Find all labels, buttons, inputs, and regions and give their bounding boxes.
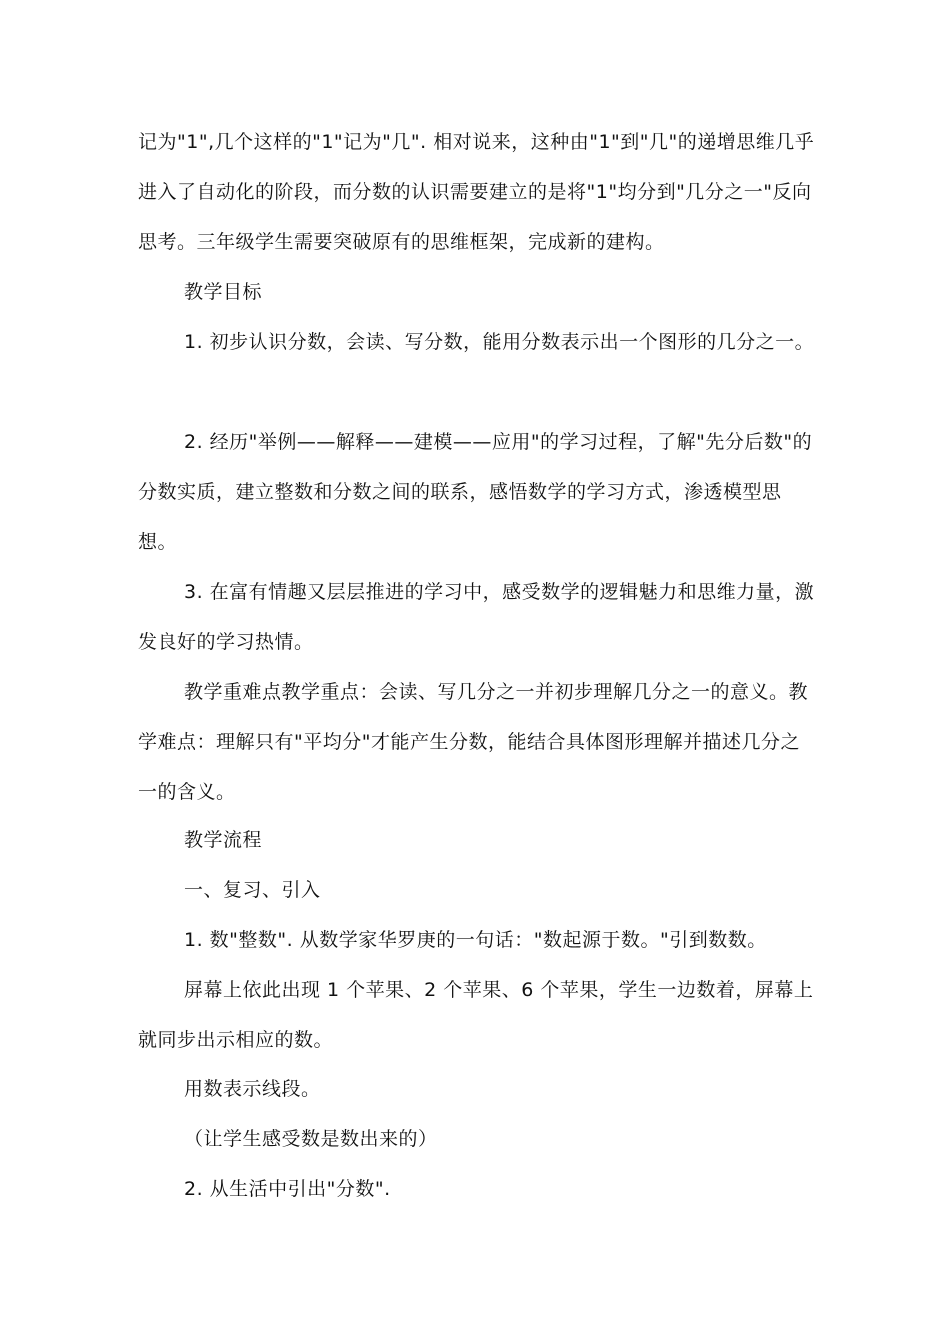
heading-teaching-goals: 教学目标 <box>184 281 263 303</box>
goal-item-1: 1. 初步认识分数，会读、写分数，能用分数表示出一个图形的几分之一。 <box>184 331 815 353</box>
process-step-2: 2. 从生活中引出"分数". <box>184 1178 391 1200</box>
parenthetical-note: （让学生感受数是数出来的） <box>184 1128 438 1150</box>
heading-teaching-process: 教学流程 <box>184 829 263 851</box>
section-heading-review: 一、复习、引入 <box>184 879 321 901</box>
apple-counting-description: 屏幕上依此出现 1 个苹果、2 个苹果、6 个苹果，学生一边数着，屏幕上就同步出示相应的数。 <box>138 979 814 1051</box>
line-segment-note: 用数表示线段。 <box>184 1078 321 1100</box>
paragraph-intro-continuation: 记为"1",几个这样的"1"记为"几". 相对说来，这种由"1"到"几"的递增思维几乎进入了自动化的阶段，而分数的认识需要建立的是将"1"均分到"几分之一"反向思考。三年级学生需要突破原有的思维框架，完成新的建构。 <box>138 131 815 253</box>
goal-item-3: 3. 在富有情趣又层层推进的学习中，感受数学的逻辑魅力和思维力量，激发良好的学习热情。 <box>138 581 815 653</box>
goal-item-2: 2. 经历"举例——解释——建模——应用"的学习过程，了解"先分后数"的分数实质，建立整数和分数之间的联系，感悟数学的学习方式，渗透模型思想。 <box>138 431 813 553</box>
process-step-1: 1. 数"整数". 从数学家华罗庚的一句话："数起源于数。"引到数数。 <box>184 929 767 951</box>
key-difficult-points: 教学重难点教学重点：会读、写几分之一并初步理解几分之一的意义。教学难点：理解只有"平均分"才能产生分数，能结合具体图形理解并描述几分之一的含义。 <box>138 681 809 803</box>
